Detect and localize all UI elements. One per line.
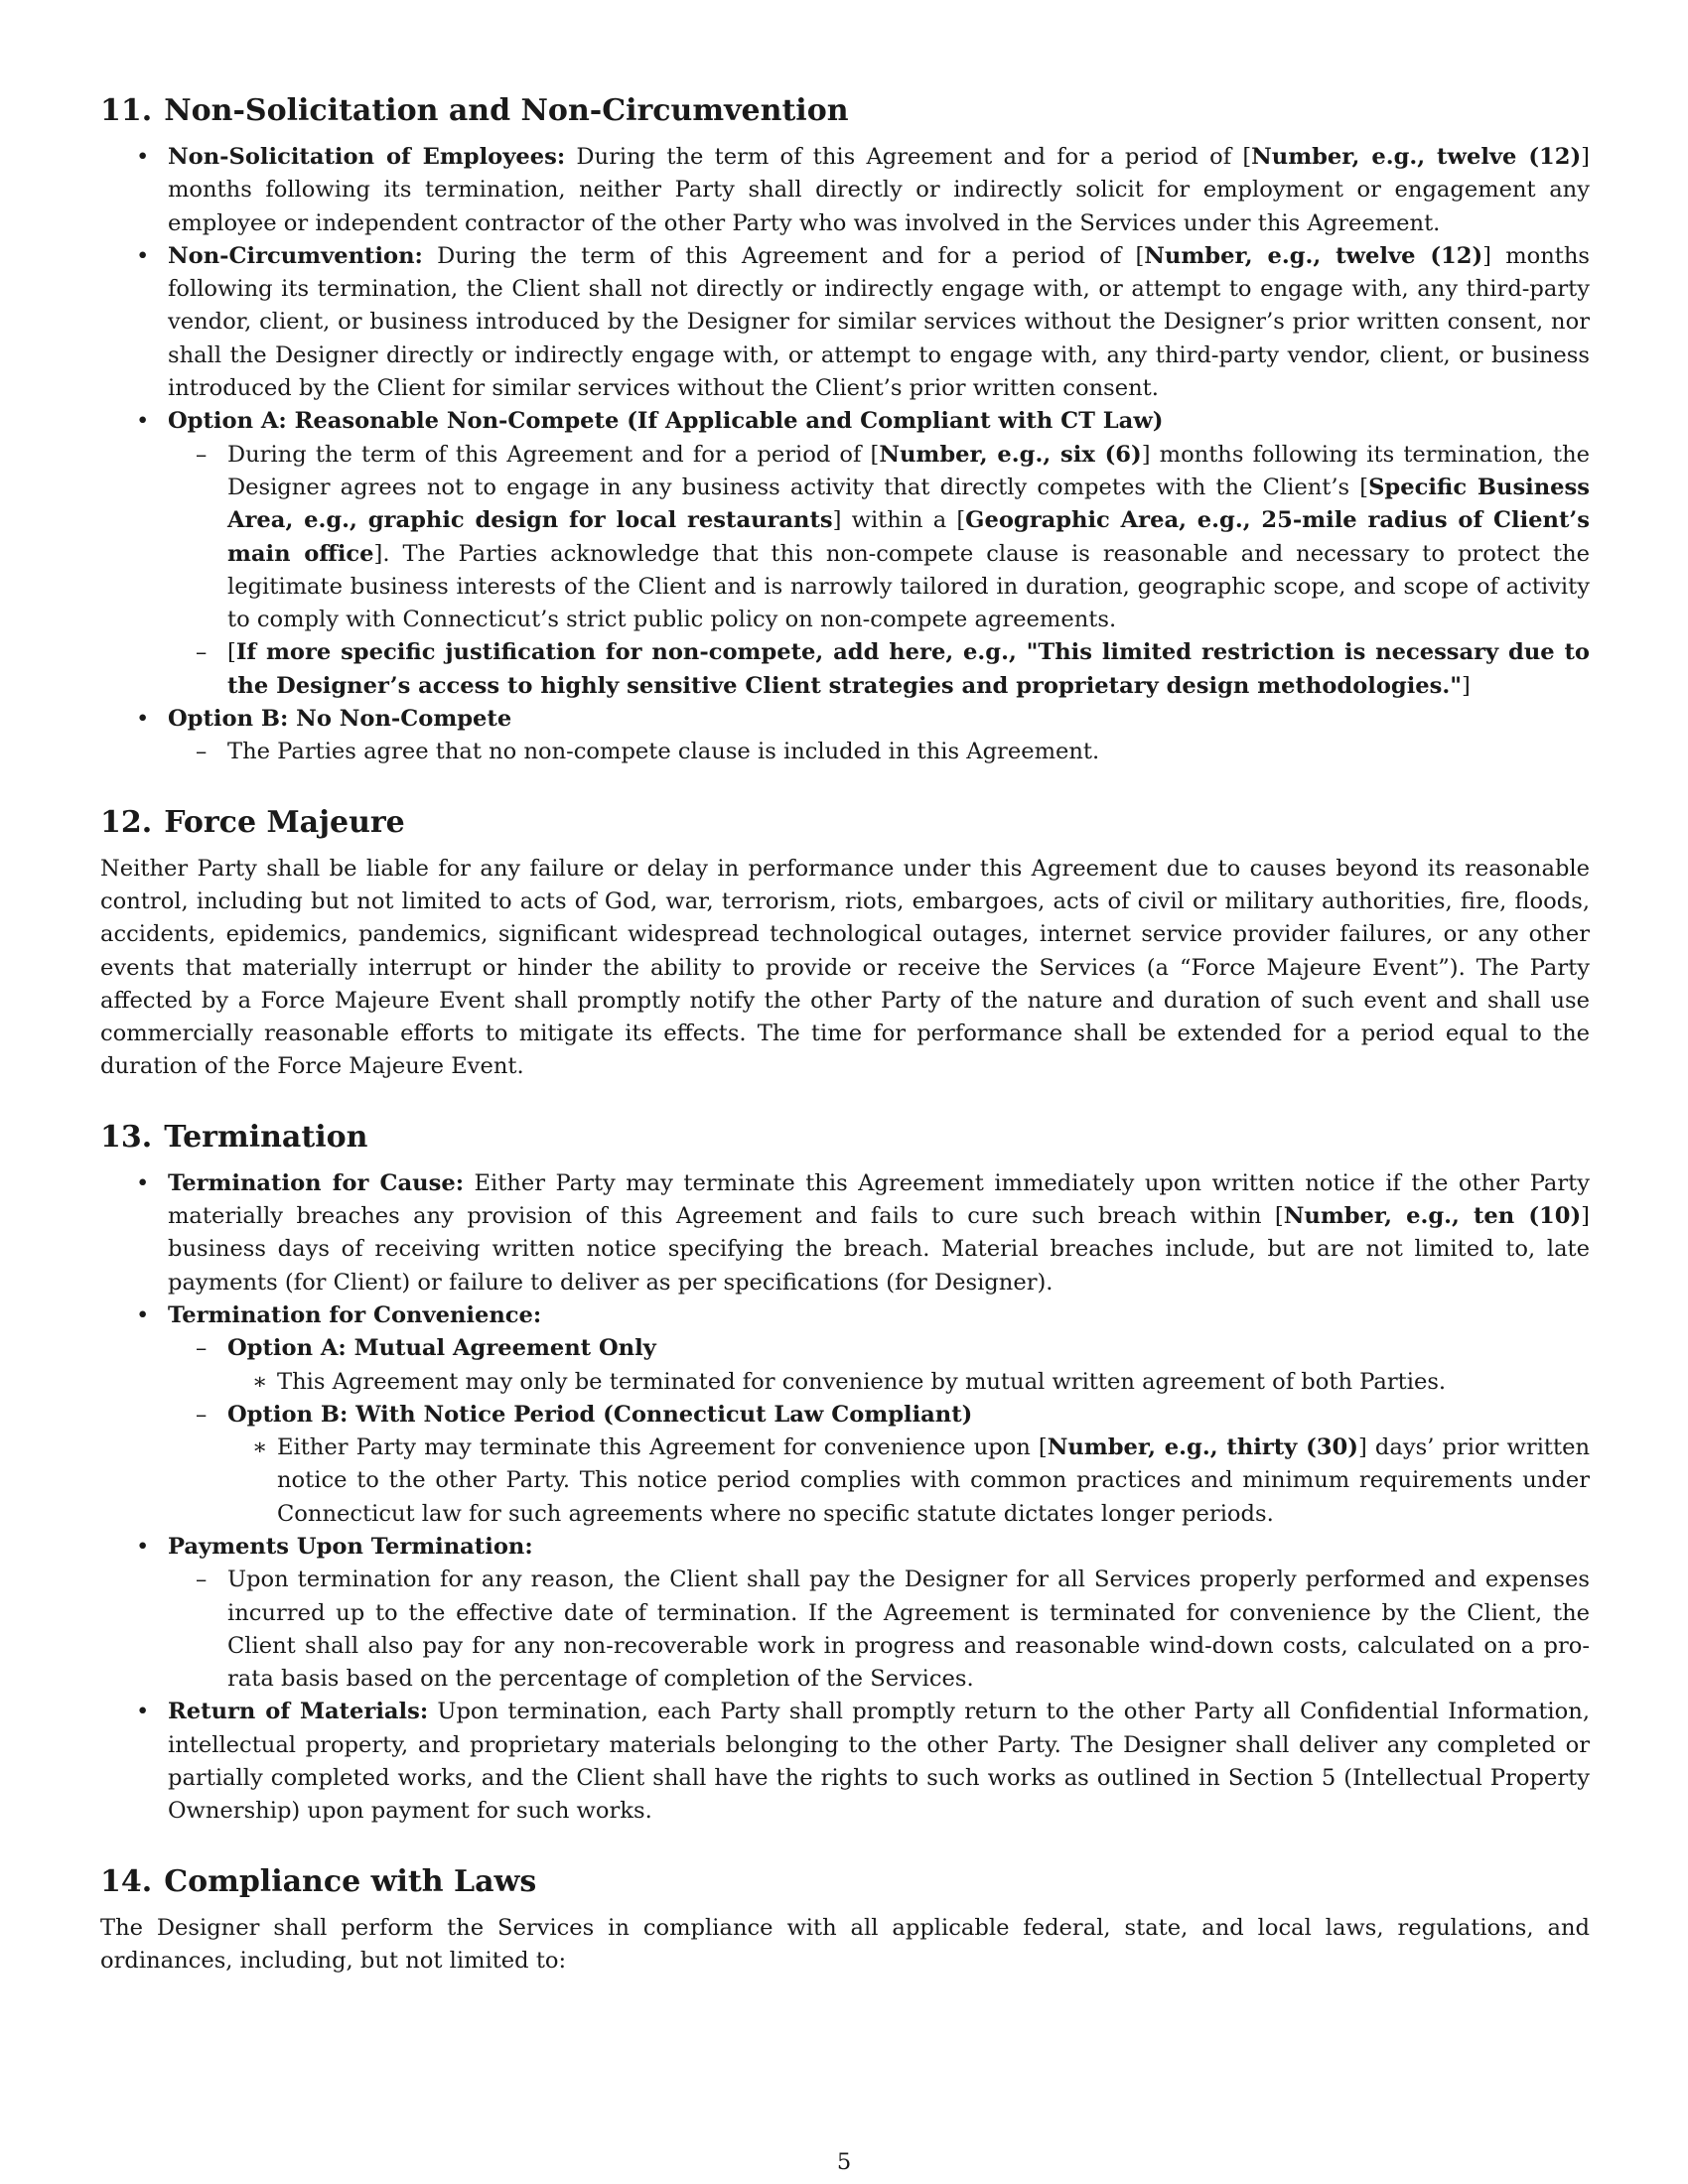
item-text: During the term of this Agreement and for a period of [ — [422, 242, 1145, 269]
item-label: Non-Solicitation of Employees: — [168, 144, 566, 170]
item-text: ] — [1462, 672, 1471, 699]
placeholder-text: Geographic Area, e.g., 25-mile radius of Client’s main office — [227, 507, 1590, 567]
placeholder-text: Specific Business Area, e.g., graphic design for local restaurants — [227, 474, 1590, 534]
sub-list — [168, 1564, 1590, 1696]
sub-item — [168, 439, 1590, 637]
section-title: Compliance with Laws — [164, 1863, 537, 1899]
item-text: ]. The Parties acknowledge that this non-compete clause is reasonable and necessary to protect the legitimate business interests of the Client and is narrowly tailored in duration, geographic scope, and scope of activity to comply with Connecticut’s strict public policy on non-compete agreements. — [227, 540, 1590, 633]
list-item-non-circumvention — [100, 240, 1590, 405]
item-label: Option A: Reasonable Non-Compete (If Applicable and Compliant with CT Law) — [168, 408, 1164, 435]
paragraph: Neither Party shall be liable for any failure or delay in performance under this Agreement due to causes beyond its reasonable control, including but not limited to acts of God, war, terrorism, riots, embargoes, acts of civil or military authorities, fire, floods, accidents, epidemics, pandemics, significant widespread technological outages, internet service provider failures, or any other events that materially interrupt or hinder the ability to provide or receive the Services (a “Force Majeure Event”). The Party affected by a Force Majeure Event shall promptly notify the other Party of the nature and duration of such event and shall use commercially reasonable efforts to mitigate its effects. The time for performance shall be extended for a period equal to the duration of the Force Majeure Event. — [100, 855, 1590, 1080]
bullet-list — [100, 1167, 1590, 1829]
document-page — [100, 91, 1590, 2011]
section-title: Non-Solicitation and Non-Circumvention — [164, 93, 849, 128]
placeholder-text: Number, e.g., twelve (12) — [1144, 242, 1483, 269]
placeholder-text: Number, e.g., thirty (30) — [1047, 1434, 1358, 1461]
section-14 — [100, 1862, 1590, 1979]
placeholder-text: Number, e.g., six (6) — [879, 441, 1142, 468]
item-text: [ — [227, 639, 236, 666]
list-item-return-materials — [100, 1696, 1590, 1828]
item-text: ] months following its termination, neither Party shall directly or indirectly solicit for employment or engagement any employee or independent contractor of the other Party who was involved in the Services under this Agreement. — [168, 144, 1590, 236]
item-text: Either Party may terminate this Agreement for convenience upon [ — [277, 1434, 1048, 1461]
item-text: Either Party may terminate this Agreement immediately upon written notice if the other Party materially breaches any provision of this Agreement and fails to cure such breach within [ — [168, 1169, 1590, 1230]
section-heading — [100, 1118, 1590, 1158]
item-label: Termination for Cause: — [168, 1169, 465, 1196]
sub-sub-list — [227, 1366, 1590, 1399]
section-number: 12. — [100, 804, 153, 840]
placeholder-text: Number, e.g., ten (10) — [1283, 1203, 1582, 1230]
bullet-list — [100, 141, 1590, 769]
list-item-non-solicitation — [100, 141, 1590, 240]
paragraph: The Designer shall perform the Services in compliance with all applicable federal, state, and local laws, regulations, and ordinances, including, but not limited to: — [100, 1914, 1590, 1974]
placeholder-text: Number, e.g., twelve (12) — [1251, 144, 1582, 170]
sub-sub-item — [227, 1432, 1590, 1531]
item-text: During the term of this Agreement and for a period of [ — [565, 144, 1252, 170]
item-label: Return of Materials: — [168, 1699, 429, 1725]
section-heading — [100, 91, 1590, 131]
sub-item: – Upon termination for any reason, the Client shall pay the Designer for all Services properly performed and expenses incurred up to the effective date of termination. If the Agreement is terminated for convenience by the Client, the Client shall also pay for any non-recoverable work in progress and reasonable wind-down costs, calculated on a pro-rata basis based on the percentage of completion of the Services. — [168, 1564, 1590, 1696]
item-label: Option B: No Non-Compete — [168, 706, 512, 733]
sub-list — [168, 439, 1590, 703]
section-title: Termination — [164, 1119, 368, 1155]
sub-sub-list — [227, 1432, 1590, 1531]
placeholder-text: If more specific justification for non-compete, add here, e.g., "This limited restriction is necessary due to the Designer’s access to highly sensitive Client strategies and proprietary design methodologies." — [227, 639, 1590, 699]
item-label: Payments Upon Termination: — [168, 1533, 533, 1560]
section-number: 13. — [100, 1119, 153, 1155]
sub-item: – The Parties agree that no non-compete clause is included in this Agreement. — [168, 736, 1590, 768]
list-item-payments — [100, 1531, 1590, 1696]
sub-item — [168, 636, 1590, 703]
list-item-option-a — [100, 405, 1590, 703]
item-label: Termination for Convenience: — [168, 1301, 542, 1328]
list-item-termination-convenience — [100, 1299, 1590, 1531]
item-text: ] months following its termination, the Designer agrees not to engage in any business activity that directly competes with the Client’s [ — [227, 441, 1591, 500]
sub-item-option-b — [168, 1399, 1590, 1531]
sub-list — [168, 1332, 1590, 1531]
section-heading — [100, 803, 1590, 843]
item-text: Upon termination, each Party shall promptly return to the other Party all Confidential Information, intellectual property, and proprietary materials belonging to the other Party. The Designer shall deliver any completed or partially completed works, and the Client shall have the rights to such works as outlined in Section 5 (Intellectual Property Ownership) upon payment for such works. — [168, 1699, 1590, 1825]
sub-item-option-a — [168, 1332, 1590, 1399]
page-number: 5 — [836, 2149, 852, 2175]
section-title: Force Majeure — [164, 804, 405, 840]
section-heading — [100, 1862, 1590, 1902]
item-label: Non-Circumvention: — [168, 242, 423, 269]
item-text: ] within a [ — [832, 507, 966, 534]
section-11 — [100, 91, 1590, 769]
item-text: ] days’ prior written notice to the other Party. This notice period complies with common practices and minimum requirements under Connecticut law for such agreements where no specific statute dictates longer periods. — [277, 1434, 1591, 1527]
item-label: Option A: Mutual Agreement Only — [227, 1335, 656, 1362]
list-item-option-b — [100, 703, 1590, 769]
sub-list — [168, 736, 1590, 768]
section-number: 11. — [100, 93, 153, 128]
section-number: 14. — [100, 1863, 153, 1899]
section-12 — [100, 803, 1590, 1084]
sub-sub-item: ∗ This Agreement may only be terminated for convenience by mutual written agreement of both Parties. — [227, 1366, 1590, 1399]
list-item-termination-cause — [100, 1167, 1590, 1299]
item-text: ] business days of receiving written notice specifying the breach. Material breaches include, but are not limited to, late payments (for Client) or failure to deliver as per specifications (for Designer). — [168, 1203, 1590, 1296]
section-13 — [100, 1118, 1590, 1829]
item-text: ] months following its termination, the Client shall not directly or indirectly engage with, or attempt to engage with, any third-party vendor, client, or business introduced by the Designer for similar services without the Designer’s prior written consent, nor shall the Designer directly or indirectly engage with, or attempt to engage with, any third-party vendor, client, or business introduced by the Client for similar services without the Client’s prior written consent. — [168, 242, 1590, 402]
item-text: During the term of this Agreement and for a period of [ — [227, 441, 880, 468]
item-label: Option B: With Notice Period (Connecticut Law Compliant) — [227, 1401, 973, 1428]
